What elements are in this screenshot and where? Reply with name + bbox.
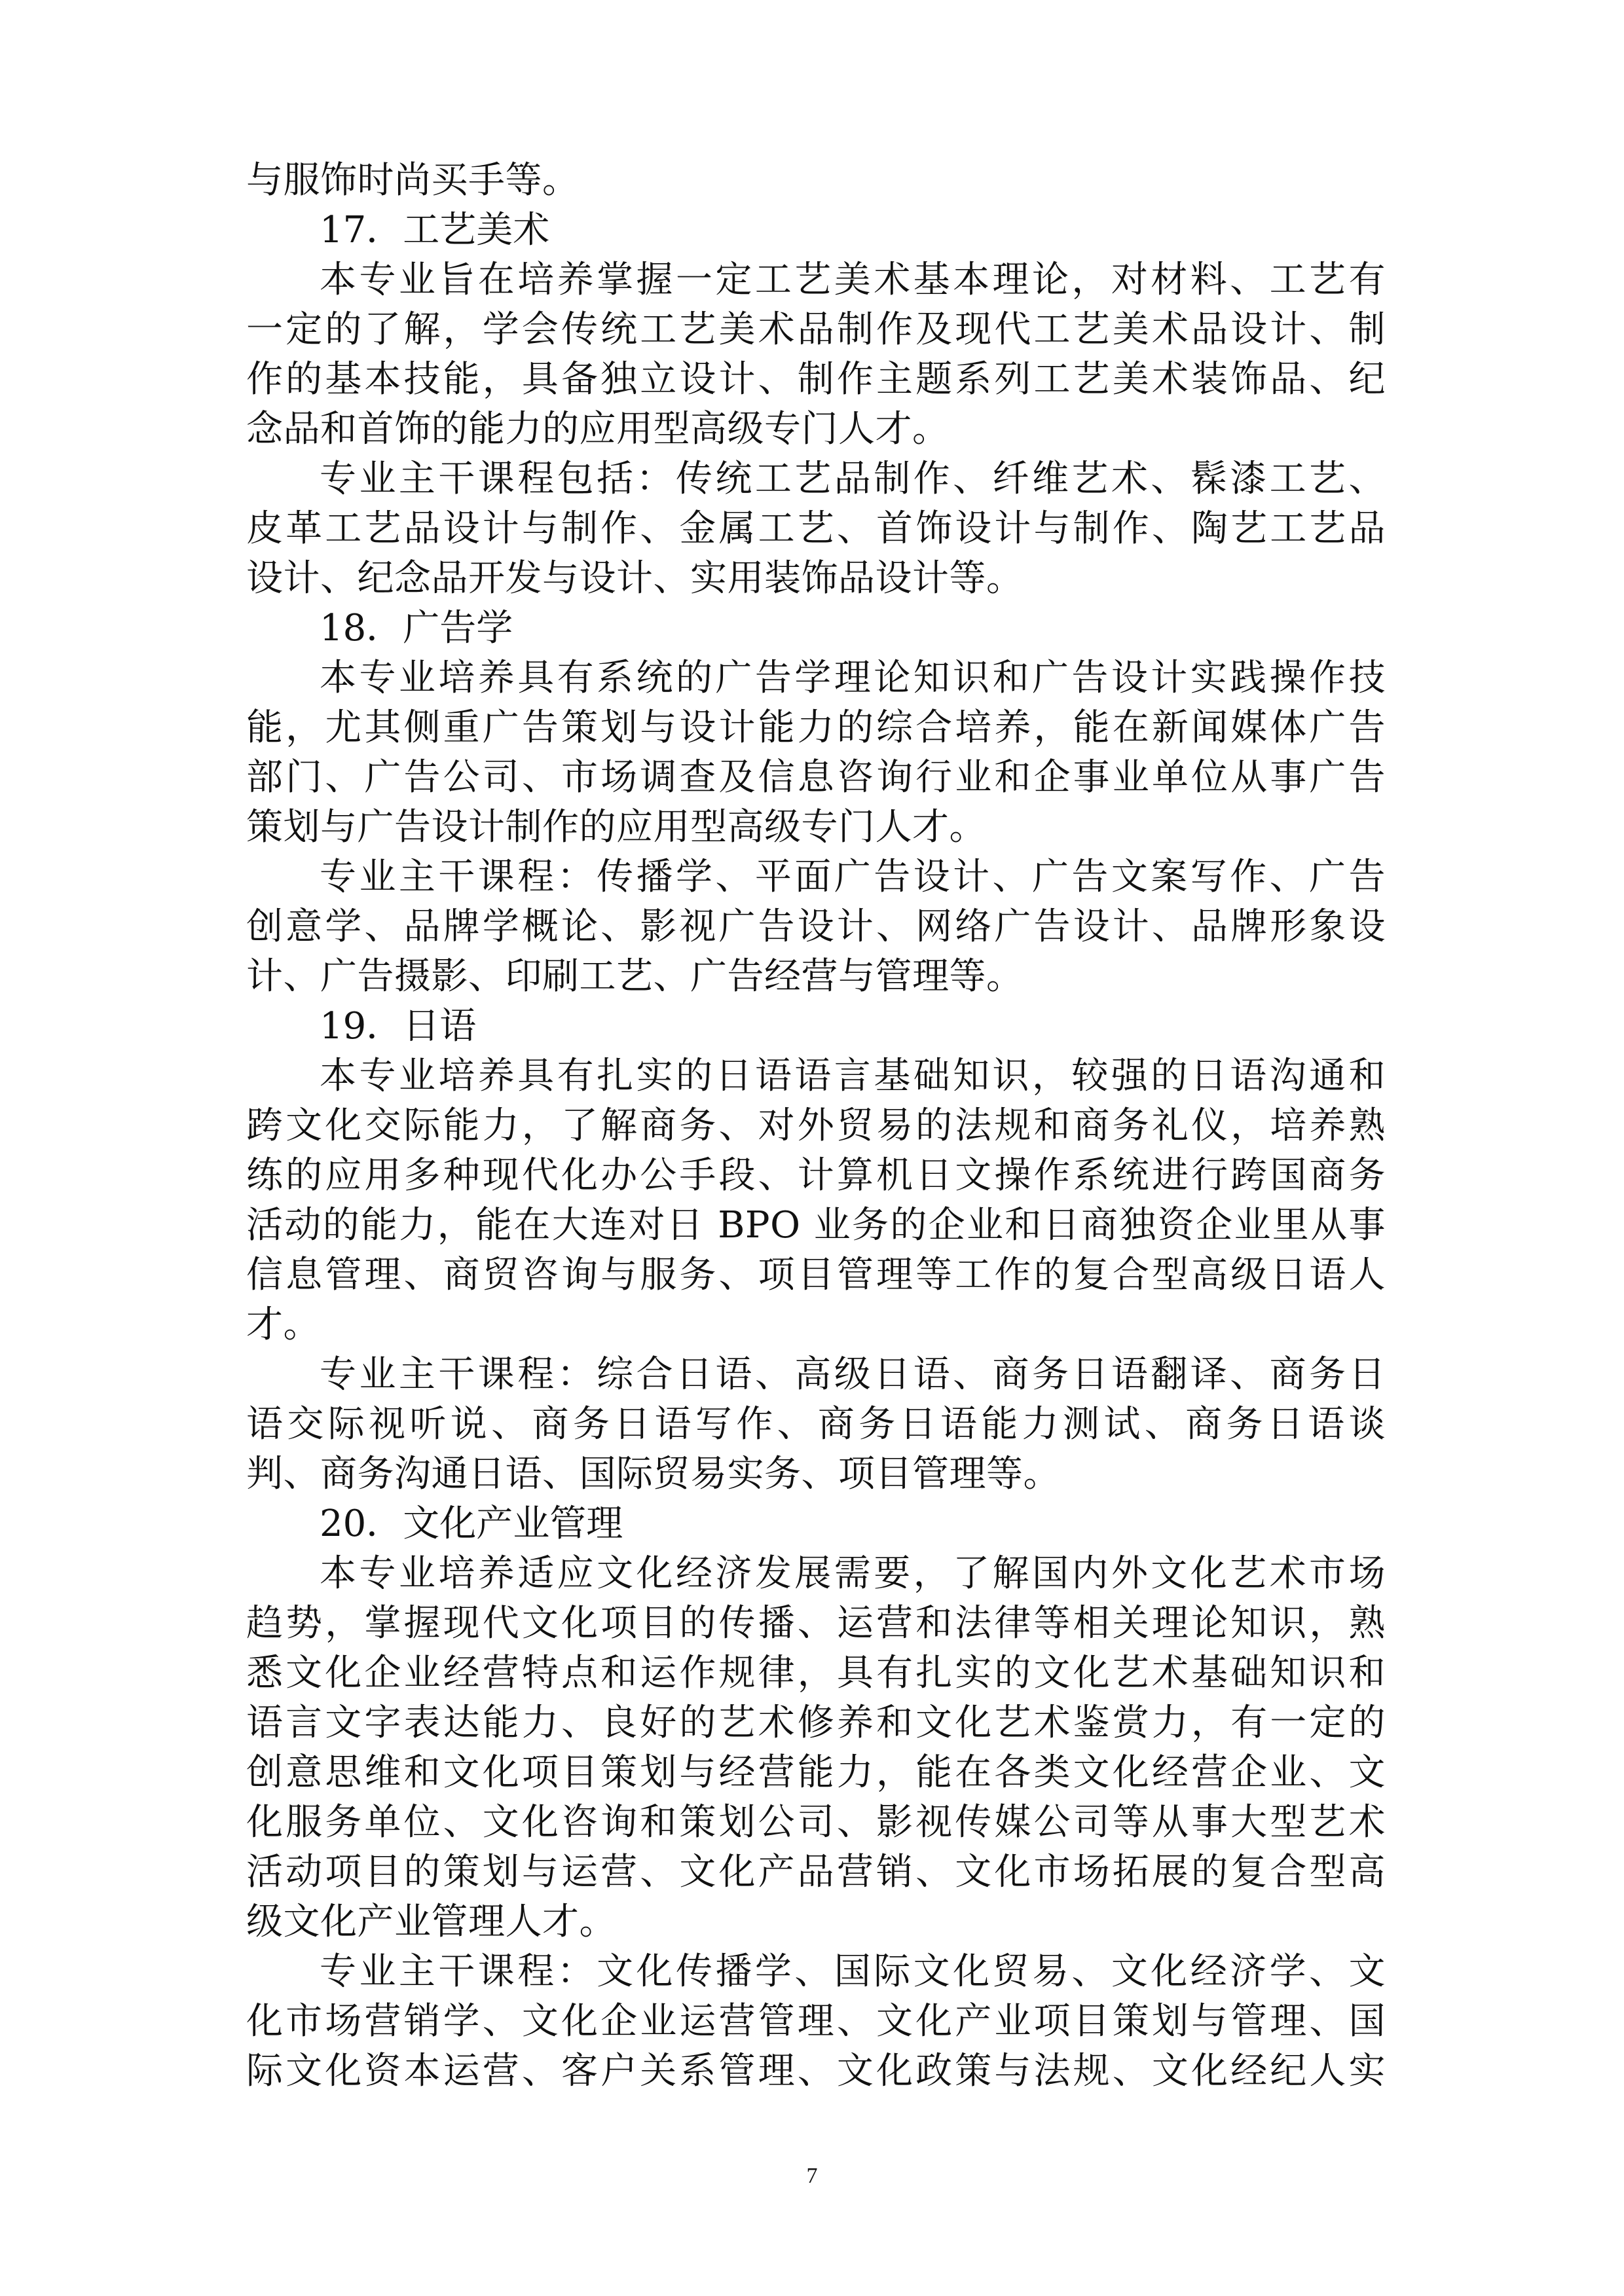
text-line: 本专业旨在培养掌握一定工艺美术基本理论，对材料、工艺有 [320,259,1386,301]
text-line: 本专业培养具有扎实的日语语言基础知识，较强的日语沟通和 [320,1055,1386,1097]
text-line: 部门、广告公司、市场调查及信息咨询行业和企事业单位从事广告 [246,756,1386,799]
text-line: 设计、纪念品开发与设计、实用装饰品设计等。 [246,557,1024,600]
text-line: 皮革工艺品设计与制作、金属工艺、首饰设计与制作、陶艺工艺品 [246,507,1386,550]
text-line: 悉文化企业经营特点和运作规律，具有扎实的文化艺术基础知识和 [246,1652,1386,1694]
text-line: 化市场营销学、文化企业运营管理、文化产业项目策划与管理、国 [246,2000,1386,2043]
text-line: 级文化产业管理人才。 [246,1901,616,1943]
text-line: 练的应用多种现代化办公手段、计算机日文操作系统进行跨国商务 [246,1154,1386,1197]
text-line: 语言文字表达能力、良好的艺术修养和文化艺术鉴赏力，有一定的 [246,1702,1386,1744]
text-line: 专业主干课程：综合日语、高级日语、商务日语翻译、商务日 [320,1353,1386,1396]
text-line: 化服务单位、文化咨询和策划公司、影视传媒公司等从事大型艺术 [246,1801,1386,1844]
text-line: 专业主干课程包括：传统工艺品制作、纤维艺术、髹漆工艺、 [320,458,1386,500]
section-heading-18: 18．广告学 [320,607,513,649]
section-heading-17: 17．工艺美术 [320,209,550,251]
text-line: 信息管理、商贸咨询与服务、项目管理等工作的复合型高级日语人 [246,1254,1386,1296]
text-line: 本专业培养适应文化经济发展需要，了解国内外文化艺术市场 [320,1552,1386,1595]
text-line: 判、商务沟通日语、国际贸易实务、项目管理等。 [246,1453,1060,1495]
text-line: 创意思维和文化项目策划与经营能力，能在各类文化经营企业、文 [246,1751,1386,1794]
text-line: 专业主干课程：文化传播学、国际文化贸易、文化经济学、文 [320,1950,1386,1993]
text-line: 计、广告摄影、印刷工艺、广告经营与管理等。 [246,955,1024,998]
text-line: 专业主干课程：传播学、平面广告设计、广告文案写作、广告 [320,856,1386,898]
text-line: 趋势，掌握现代文化项目的传播、运营和法律等相关理论知识，熟 [246,1602,1386,1645]
text-line: 际文化资本运营、客户关系管理、文化政策与法规、文化经纪人实 [246,2050,1386,2092]
text-line: 创意学、品牌学概论、影视广告设计、网络广告设计、品牌形象设 [246,905,1386,948]
text-line: 能，尤其侧重广告策划与设计能力的综合培养，能在新闻媒体广告 [246,706,1386,749]
document-body [246,156,1386,2096]
text-line: 策划与广告设计制作的应用型高级专门人才。 [246,806,986,848]
text-line: 一定的了解，学会传统工艺美术品制作及现代工艺美术品设计、制 [246,308,1386,351]
section-heading-19: 19．日语 [320,1005,477,1048]
text-line: 与服饰时尚买手等。 [246,159,580,202]
text-line: 活动的能力，能在大连对日 BPO 业务的企业和日商独资企业里从事 [246,1204,1386,1247]
section-heading-20: 20．文化产业管理 [320,1503,623,1545]
text-line: 才。 [246,1303,320,1346]
text-line: 语交际视听说、商务日语写作、商务日语能力测试、商务日语谈 [246,1403,1386,1446]
text-line: 念品和首饰的能力的应用型高级专门人才。 [246,408,950,450]
page-number: 7 [806,2164,818,2188]
text-line: 跨文化交际能力，了解商务、对外贸易的法规和商务礼仪，培养熟 [246,1104,1386,1147]
text-line: 本专业培养具有系统的广告学理论知识和广告设计实践操作技 [320,657,1386,699]
text-line: 作的基本技能，具备独立设计、制作主题系列工艺美术装饰品、纪 [246,358,1386,401]
text-line: 活动项目的策划与运营、文化产品营销、文化市场拓展的复合型高 [246,1851,1386,1893]
